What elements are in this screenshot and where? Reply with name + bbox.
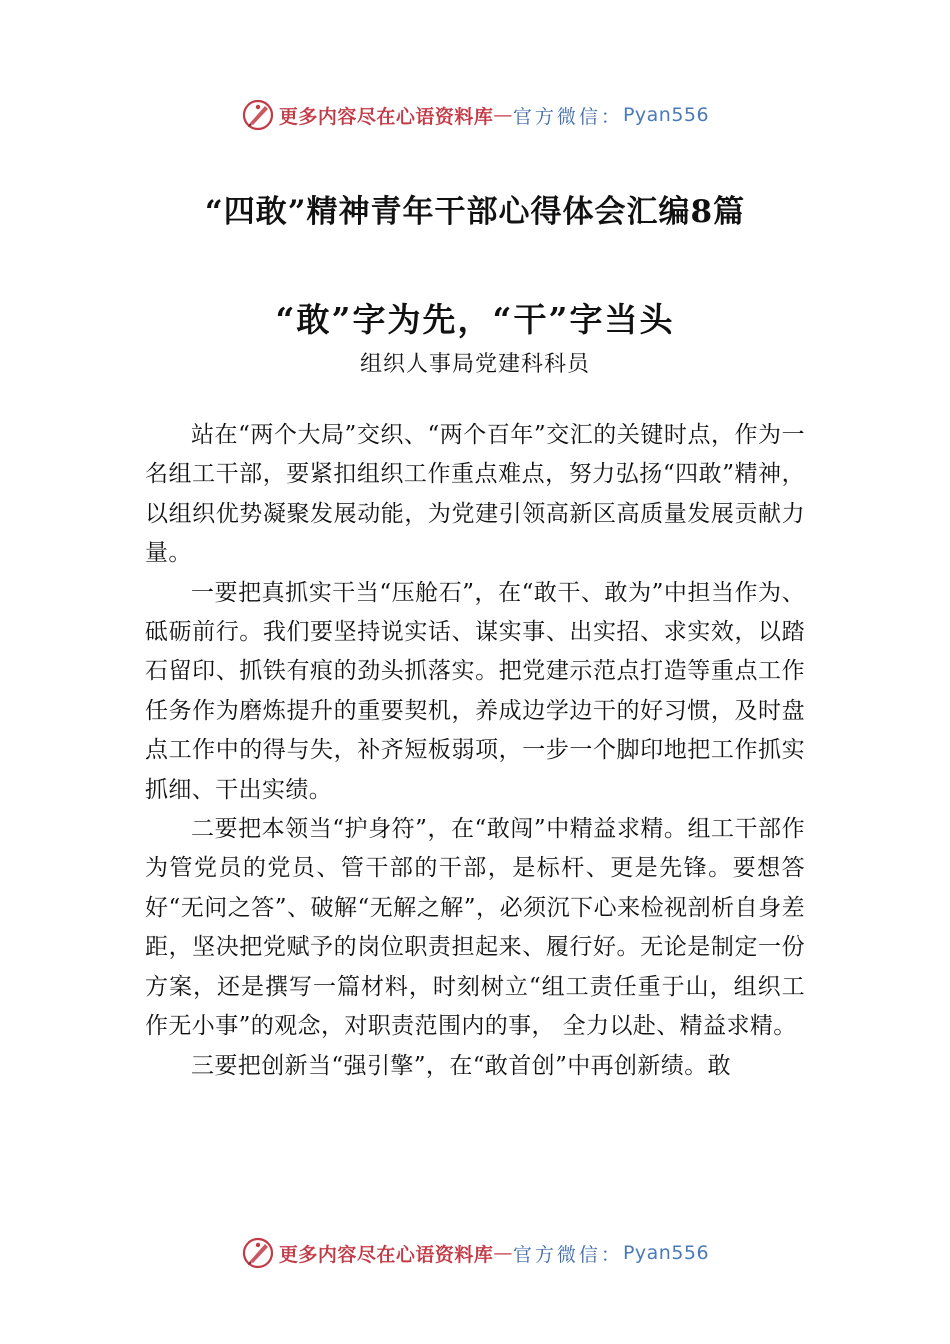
banner-wechat-id: Pyan556 bbox=[622, 104, 710, 126]
quill-pen-logo-icon bbox=[241, 1236, 275, 1270]
paragraph: 三要把创新当“强引擎”，在“敢首创”中再创新绩。敢 bbox=[191, 1052, 732, 1079]
article-body bbox=[145, 416, 805, 1086]
banner-text: 更多内容尽在心语资料库 bbox=[278, 1243, 494, 1266]
quill-pen-logo-icon bbox=[241, 98, 275, 132]
paragraph: 站在“两个大局”交织、“两个百年”交汇的关键时点，作为一名组工干部，要紧扣组织工作重点难点，努力弘扬“四敢”精神，以组织优势凝聚发展动能，为党建引领高新区高质量发展贡献力量。 bbox=[145, 422, 805, 567]
banner-dash: — bbox=[493, 1242, 513, 1264]
footer-watermark-banner bbox=[0, 1233, 950, 1273]
article-subtitle: “敢”字为先，“干”字当头 bbox=[275, 300, 675, 339]
banner-dash: — bbox=[493, 104, 513, 126]
paragraph: 一要把真抓实干当“压舱石”，在“敢干、敢为”中担当作为、砥砺前行。我们要坚持说实话、谋实事、出实招、求实效，以踏石留印、抓铁有痕的劲头抓落实。把党建示范点打造等重点工作任务作为磨炼提升的重要契机，养成边学边干的好习惯，及时盘点工作中的得与失，补齐短板弱项，一步一个脚印地把工作抓实抓细、干出实绩。 bbox=[145, 579, 805, 803]
paragraph: 二要把本领当“护身符”，在“敢闯”中精益求精。组工干部作为管党员的党员、管干部的干部，是标杆、更是先锋。要想答好“无问之答”、破解“无解之解”，必须沉下心来检视剖析自身差距，坚决把党赋予的岗位职责担起来、履行好。无论是制定一份方案，还是撰写一篇材料，时刻树立“组工责任重于山，组织工作无小事”的观念，对职责范围内的事， 全力以赴、精益求精。 bbox=[145, 816, 805, 1040]
banner-wechat-label: 官方微信： bbox=[512, 105, 623, 128]
banner-wechat-id: Pyan556 bbox=[622, 1242, 710, 1264]
article-author: 组织人事局党建科科员 bbox=[359, 352, 590, 377]
banner-text: 更多内容尽在心语资料库 bbox=[278, 105, 494, 128]
document-title: “四敢”精神青年干部心得体会汇编8篇 bbox=[204, 194, 746, 230]
header-watermark-banner bbox=[0, 95, 950, 135]
banner-wechat-label: 官方微信： bbox=[512, 1243, 623, 1266]
